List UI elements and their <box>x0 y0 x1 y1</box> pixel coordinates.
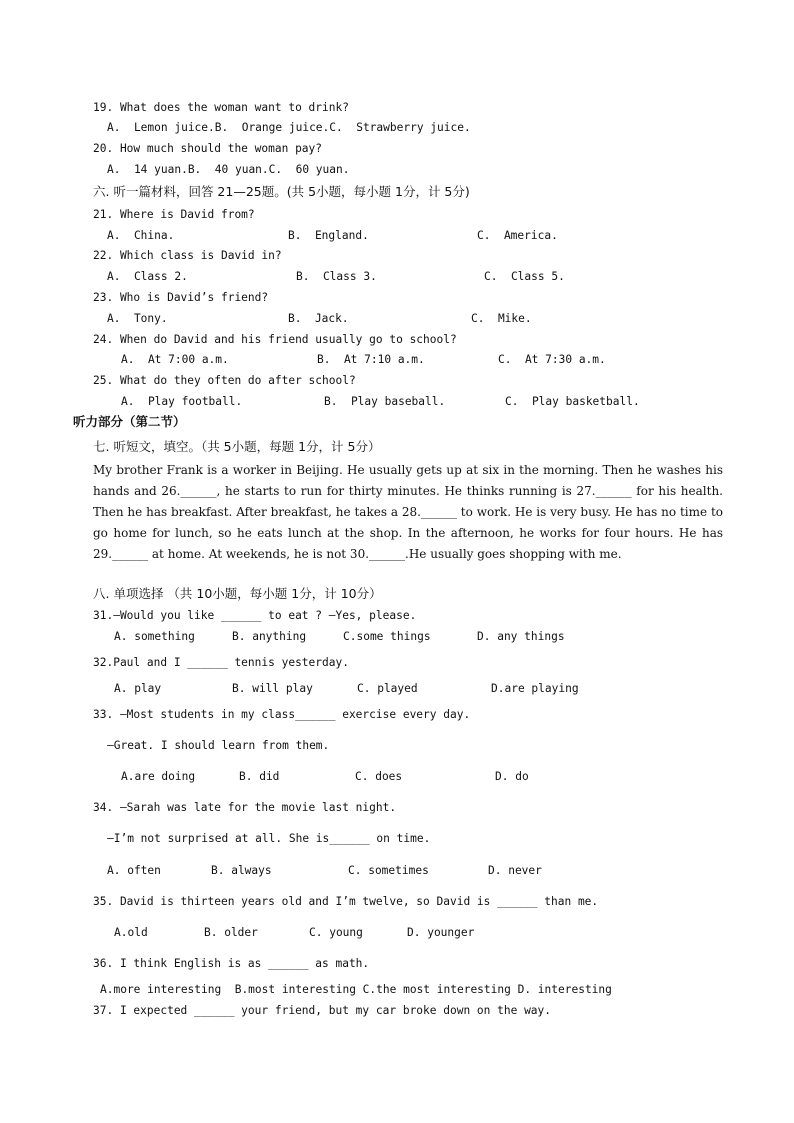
question-25: 25. What do they often do after school? <box>93 374 356 387</box>
question-32-option-c: C. played <box>357 682 418 695</box>
question-31-option-a: A. something <box>114 630 195 643</box>
question-35: 35. David is thirteen years old and I’m twelve, so David is ______ than me. <box>93 895 599 908</box>
question-32-option-a: A. play <box>114 682 162 695</box>
question-32-option-b: B. will play <box>232 682 313 695</box>
question-31-option-d: D. any things <box>477 630 565 643</box>
question-23-option-b: B. Jack. <box>288 312 349 325</box>
question-20: 20. How much should the woman pay? <box>93 142 323 155</box>
question-23-option-a: A. Tony. <box>107 312 168 325</box>
question-21-option-c: C. America. <box>477 229 558 242</box>
question-32: 32.Paul and I ______ tennis yesterday. <box>93 656 349 669</box>
question-22-option-a: A. Class 2. <box>107 270 188 283</box>
question-32-option-d: D.are playing <box>491 682 579 695</box>
question-24-option-b: B. At 7:10 a.m. <box>317 353 425 366</box>
question-34-option-d: D. never <box>488 864 542 877</box>
question-37: 37. I expected ______ your friend, but my car broke down on the way. <box>93 1004 552 1017</box>
section-6-heading: 六. 听一篇材料，回答 21—25题。(共 5小题，每小题 1分，计 5分) <box>93 184 470 199</box>
question-33-option-b: B. did <box>239 770 280 783</box>
question-33-reply: —Great. I should learn from them. <box>107 739 330 752</box>
question-35-option-b: B. older <box>204 926 258 939</box>
question-24: 24. When do David and his friend usually go to school? <box>93 333 457 346</box>
question-23: 23. Who is David’s friend? <box>93 291 269 304</box>
question-19-options: A. Lemon juice.B. Orange juice.C. Strawberry juice. <box>107 121 471 134</box>
question-36-options: A.more interesting B.most interesting C.the most interesting D. interesting <box>100 983 612 996</box>
question-21-option-b: B. England. <box>288 229 369 242</box>
question-34-option-a: A. often <box>107 864 161 877</box>
cloze-passage: My brother Frank is a worker in Beijing. He usually gets up at six in the morning. Then he washes his hands and 26.______, he starts to run for thirty minutes. He thinks running is 27.______ for his health. Then he has breakfast. After breakfast, he takes a 28.______ to work. He is very busy. He has no time to go home for lunch, so he eats lunch at the shop. In the afternoon, he works for four hours. He has 29.______ at home. At weekends, he is not 30.______.He usually goes shopping with me. <box>93 463 723 561</box>
question-35-option-d: D. younger <box>407 926 475 939</box>
section-8-heading: 八. 单项选择 （共 10小题，每小题 1分，计 10分） <box>93 586 382 601</box>
question-22: 22. Which class is David in? <box>93 249 282 262</box>
question-24-option-a: A. At 7:00 a.m. <box>121 353 229 366</box>
question-23-option-c: C. Mike. <box>471 312 532 325</box>
question-35-option-a: A.old <box>114 926 148 939</box>
question-19: 19. What does the woman want to drink? <box>93 101 349 114</box>
question-31-option-b: B. anything <box>232 630 307 643</box>
question-34: 34. —Sarah was late for the movie last night. <box>93 801 397 814</box>
question-33-option-a: A.are doing <box>121 770 196 783</box>
question-24-option-c: C. At 7:30 a.m. <box>498 353 606 366</box>
question-34-reply: —I’m not surprised at all. She is______ on time. <box>107 832 431 845</box>
question-33: 33. —Most students in my class______ exercise every day. <box>93 708 471 721</box>
question-21-option-a: A. China. <box>107 229 175 242</box>
question-25-option-b: B. Play baseball. <box>324 395 446 408</box>
question-31: 31.—Would you like ______ to eat ? —Yes, please. <box>93 609 417 622</box>
question-35-option-c: C. young <box>309 926 363 939</box>
question-33-option-c: C. does <box>355 770 403 783</box>
question-21: 21. Where is David from? <box>93 208 255 221</box>
question-22-option-c: C. Class 5. <box>484 270 565 283</box>
question-20-options: A. 14 yuan.B. 40 yuan.C. 60 yuan. <box>107 163 350 176</box>
question-25-option-c: C. Play basketball. <box>505 395 640 408</box>
section-7-heading: 七. 听短文，填空。（共 5小题，每题 1分，计 5分） <box>93 439 381 454</box>
question-31-option-c: C.some things <box>343 630 431 643</box>
question-25-option-a: A. Play football. <box>121 395 243 408</box>
question-34-option-c: C. sometimes <box>348 864 429 877</box>
listening-part-2-heading: 听力部分（第二节） <box>73 414 186 429</box>
question-36: 36. I think English is as ______ as math. <box>93 957 370 970</box>
question-33-option-d: D. do <box>495 770 529 783</box>
question-34-option-b: B. always <box>211 864 272 877</box>
question-22-option-b: B. Class 3. <box>296 270 377 283</box>
